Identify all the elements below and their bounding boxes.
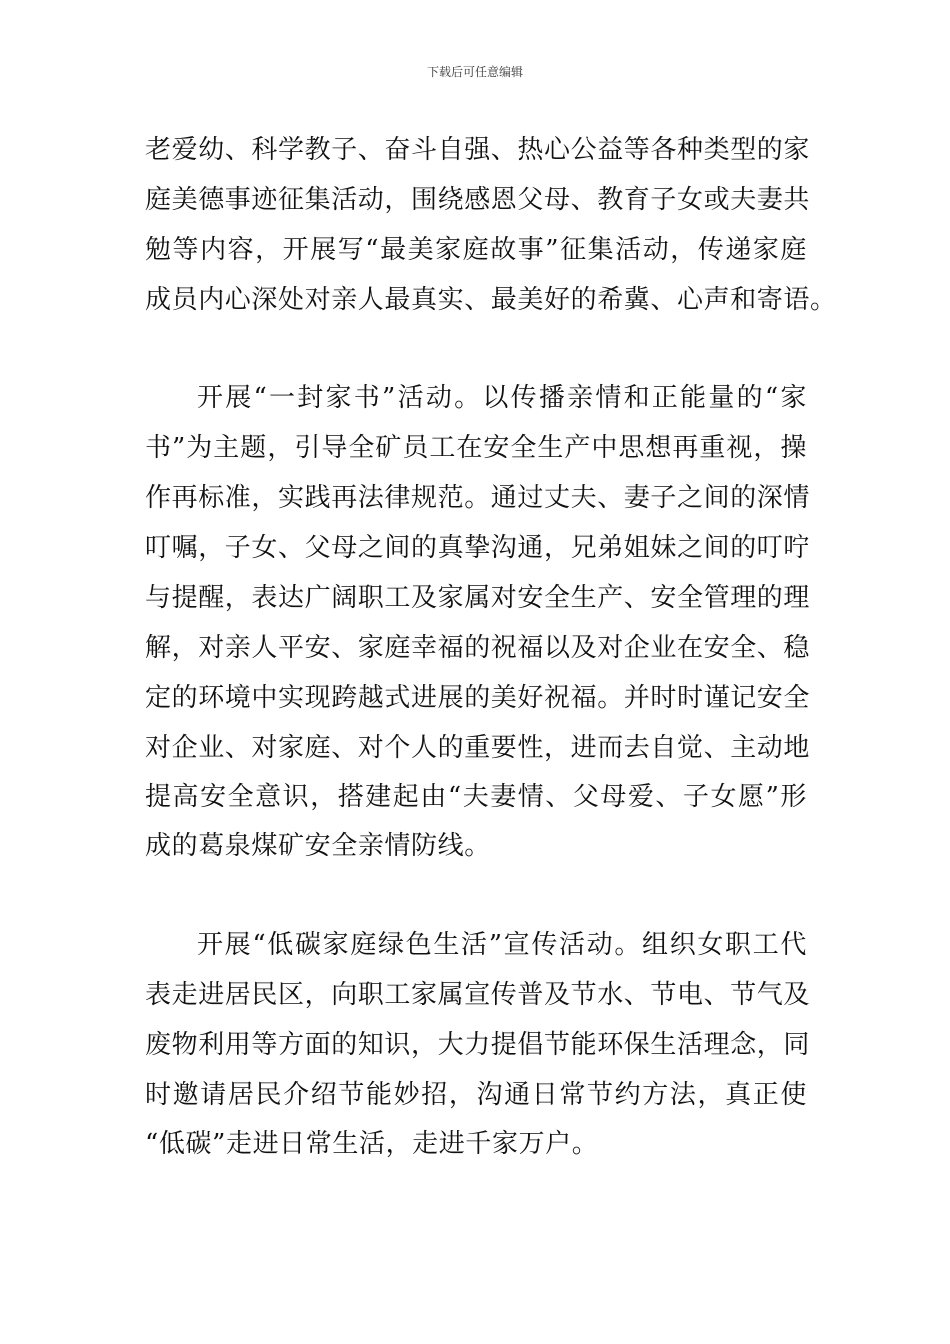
text-line: 提高安全意识，搭建起由“夫妻情、父母爱、子女愿”形 (145, 782, 807, 812)
text-line: 对企业、对家庭、对个人的重要性，进而去自觉、主动地 (145, 733, 811, 763)
text-line: 定的环境中实现跨越式进展的美好祝福。并时时谨记安全 (145, 683, 811, 713)
text-line: “低碳”走进日常生活，走进千家万户。 (145, 1129, 599, 1159)
text-line: 作再标准，实践再法律规范。通过丈夫、妻子之间的深情 (145, 483, 811, 513)
text-line: 废物利用等方面的知识，大力提倡节能环保生活理念，同 (145, 1030, 811, 1060)
text-line: 老爱幼、科学教子、奋斗自强、热心公益等各种类型的家 (145, 135, 811, 165)
text-line: 成员内心深处对亲人最真实、最美好的希冀、心声和寄语。 (145, 285, 837, 315)
text-line: 叮嘱，子女、父母之间的真挚沟通，兄弟姐妹之间的叮咛 (145, 533, 811, 563)
text-line: 书”为主题，引导全矿员工在安全生产中思想再重视，操 (145, 433, 807, 463)
text-line: 庭美德事迹征集活动，围绕感恩父母、教育子女或夫妻共 (145, 185, 811, 215)
text-line: 时邀请居民介绍节能妙招，沟通日常节约方法，真正使 (145, 1080, 807, 1110)
text-line: 解，对亲人平安、家庭幸福的祝福以及对企业在安全、稳 (145, 633, 811, 663)
text-line: 成的葛泉煤矿安全亲情防线。 (145, 831, 491, 861)
text-line: 与提醒，表达广阔职工及家属对安全生产、安全管理的理 (145, 583, 811, 613)
text-line: 开展“低碳家庭绿色生活”宣传活动。组织女职工代 (197, 930, 807, 960)
text-line: 表走进居民区，向职工家属宣传普及节水、节电、节气及 (145, 980, 811, 1010)
page-header: 下载后可任意编辑 (426, 65, 523, 79)
text-line: 开展“一封家书”活动。以传播亲情和正能量的“家 (197, 383, 807, 413)
text-line: 勉等内容，开展写“最美家庭故事”征集活动，传递家庭 (145, 235, 807, 265)
